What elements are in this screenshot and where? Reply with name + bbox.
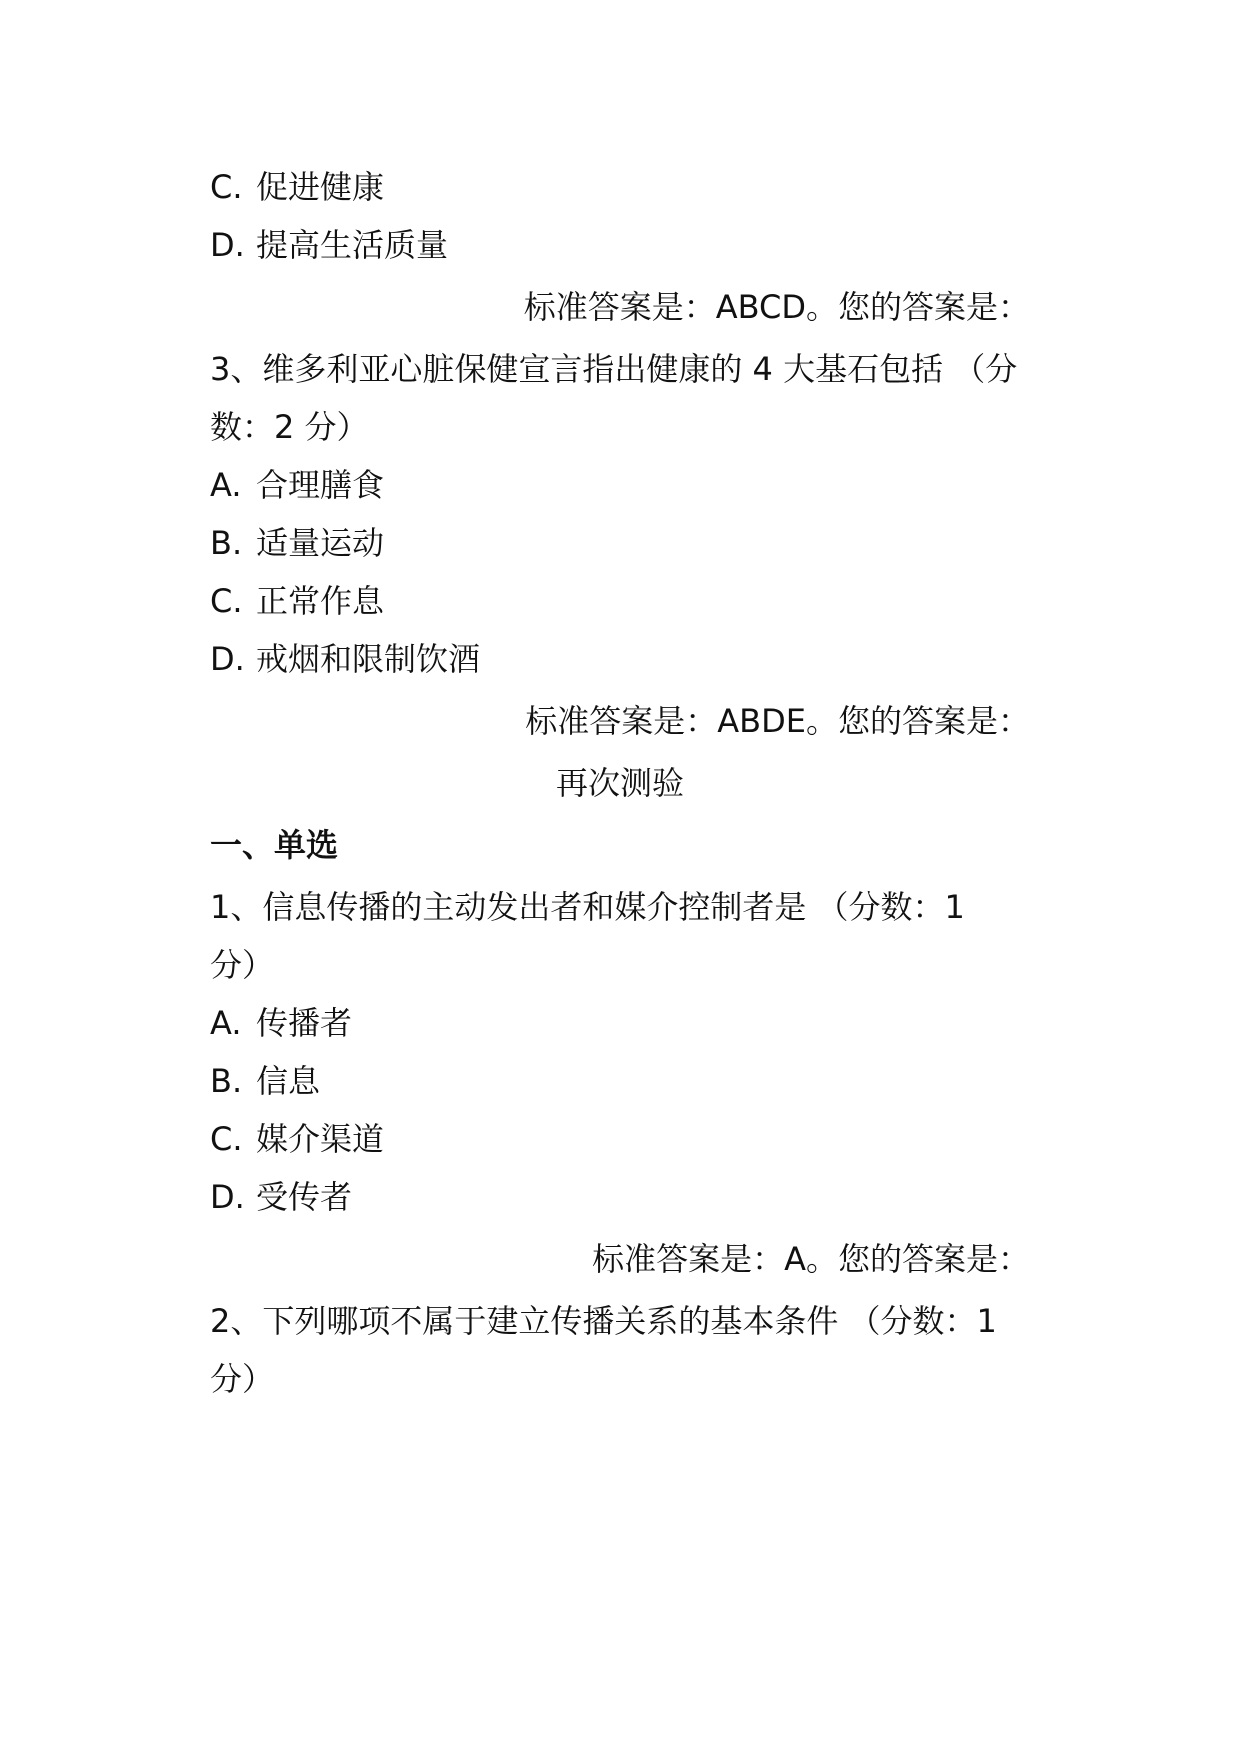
option-d (210, 639, 1050, 679)
option-text: 合理膳食 (256, 466, 385, 504)
option-letter: A. (210, 466, 242, 504)
option-d (210, 1177, 1050, 1217)
question-text: 1、信息传播的主动发出者和媒介控制者是 （分数：1 (210, 888, 965, 926)
option-text: 传播者 (256, 1004, 353, 1042)
option-letter: C. (210, 168, 243, 206)
answer-line: 标准答案是：A。您的答案是： (592, 1240, 1030, 1278)
option-a (210, 465, 1050, 505)
option-letter: D. (210, 1178, 245, 1216)
question-text: 2、下列哪项不属于建立传播关系的基本条件 （分数：1 (210, 1302, 997, 1340)
option-c (210, 1119, 1050, 1159)
option-letter: B. (210, 1062, 243, 1100)
option-letter: D. (210, 226, 245, 264)
question-text-cont: 数：2 分） (210, 408, 369, 446)
option-text: 提高生活质量 (256, 226, 449, 264)
retake-quiz-link[interactable]: 再次测验 (555, 764, 684, 802)
option-text: 戒烟和限制饮酒 (256, 640, 481, 678)
option-text: 信息 (256, 1062, 321, 1100)
option-b (210, 523, 1050, 563)
answer-line: 标准答案是：ABCD。您的答案是： (523, 288, 1030, 326)
question-text: 3、维多利亚心脏保健宣言指出健康的 4 大基石包括 （分 (210, 350, 1018, 388)
option-letter: C. (210, 1120, 243, 1158)
option-c (210, 581, 1050, 621)
option-a (210, 1003, 1050, 1043)
section-title: 一、单选 (210, 826, 339, 864)
option-text: 适量运动 (256, 524, 385, 562)
option-d (210, 225, 1050, 265)
option-letter: B. (210, 524, 243, 562)
answer-line: 标准答案是：ABDE。您的答案是： (525, 702, 1030, 740)
option-b (210, 1061, 1050, 1101)
option-letter: C. (210, 582, 243, 620)
option-text: 媒介渠道 (256, 1120, 385, 1158)
option-c (210, 167, 1050, 207)
option-letter: D. (210, 640, 245, 678)
option-letter: A. (210, 1004, 242, 1042)
option-text: 受传者 (256, 1178, 353, 1216)
option-text: 正常作息 (256, 582, 385, 620)
option-text: 促进健康 (256, 168, 385, 206)
question-text-cont: 分） (210, 1360, 275, 1398)
question-text-cont: 分） (210, 946, 275, 984)
